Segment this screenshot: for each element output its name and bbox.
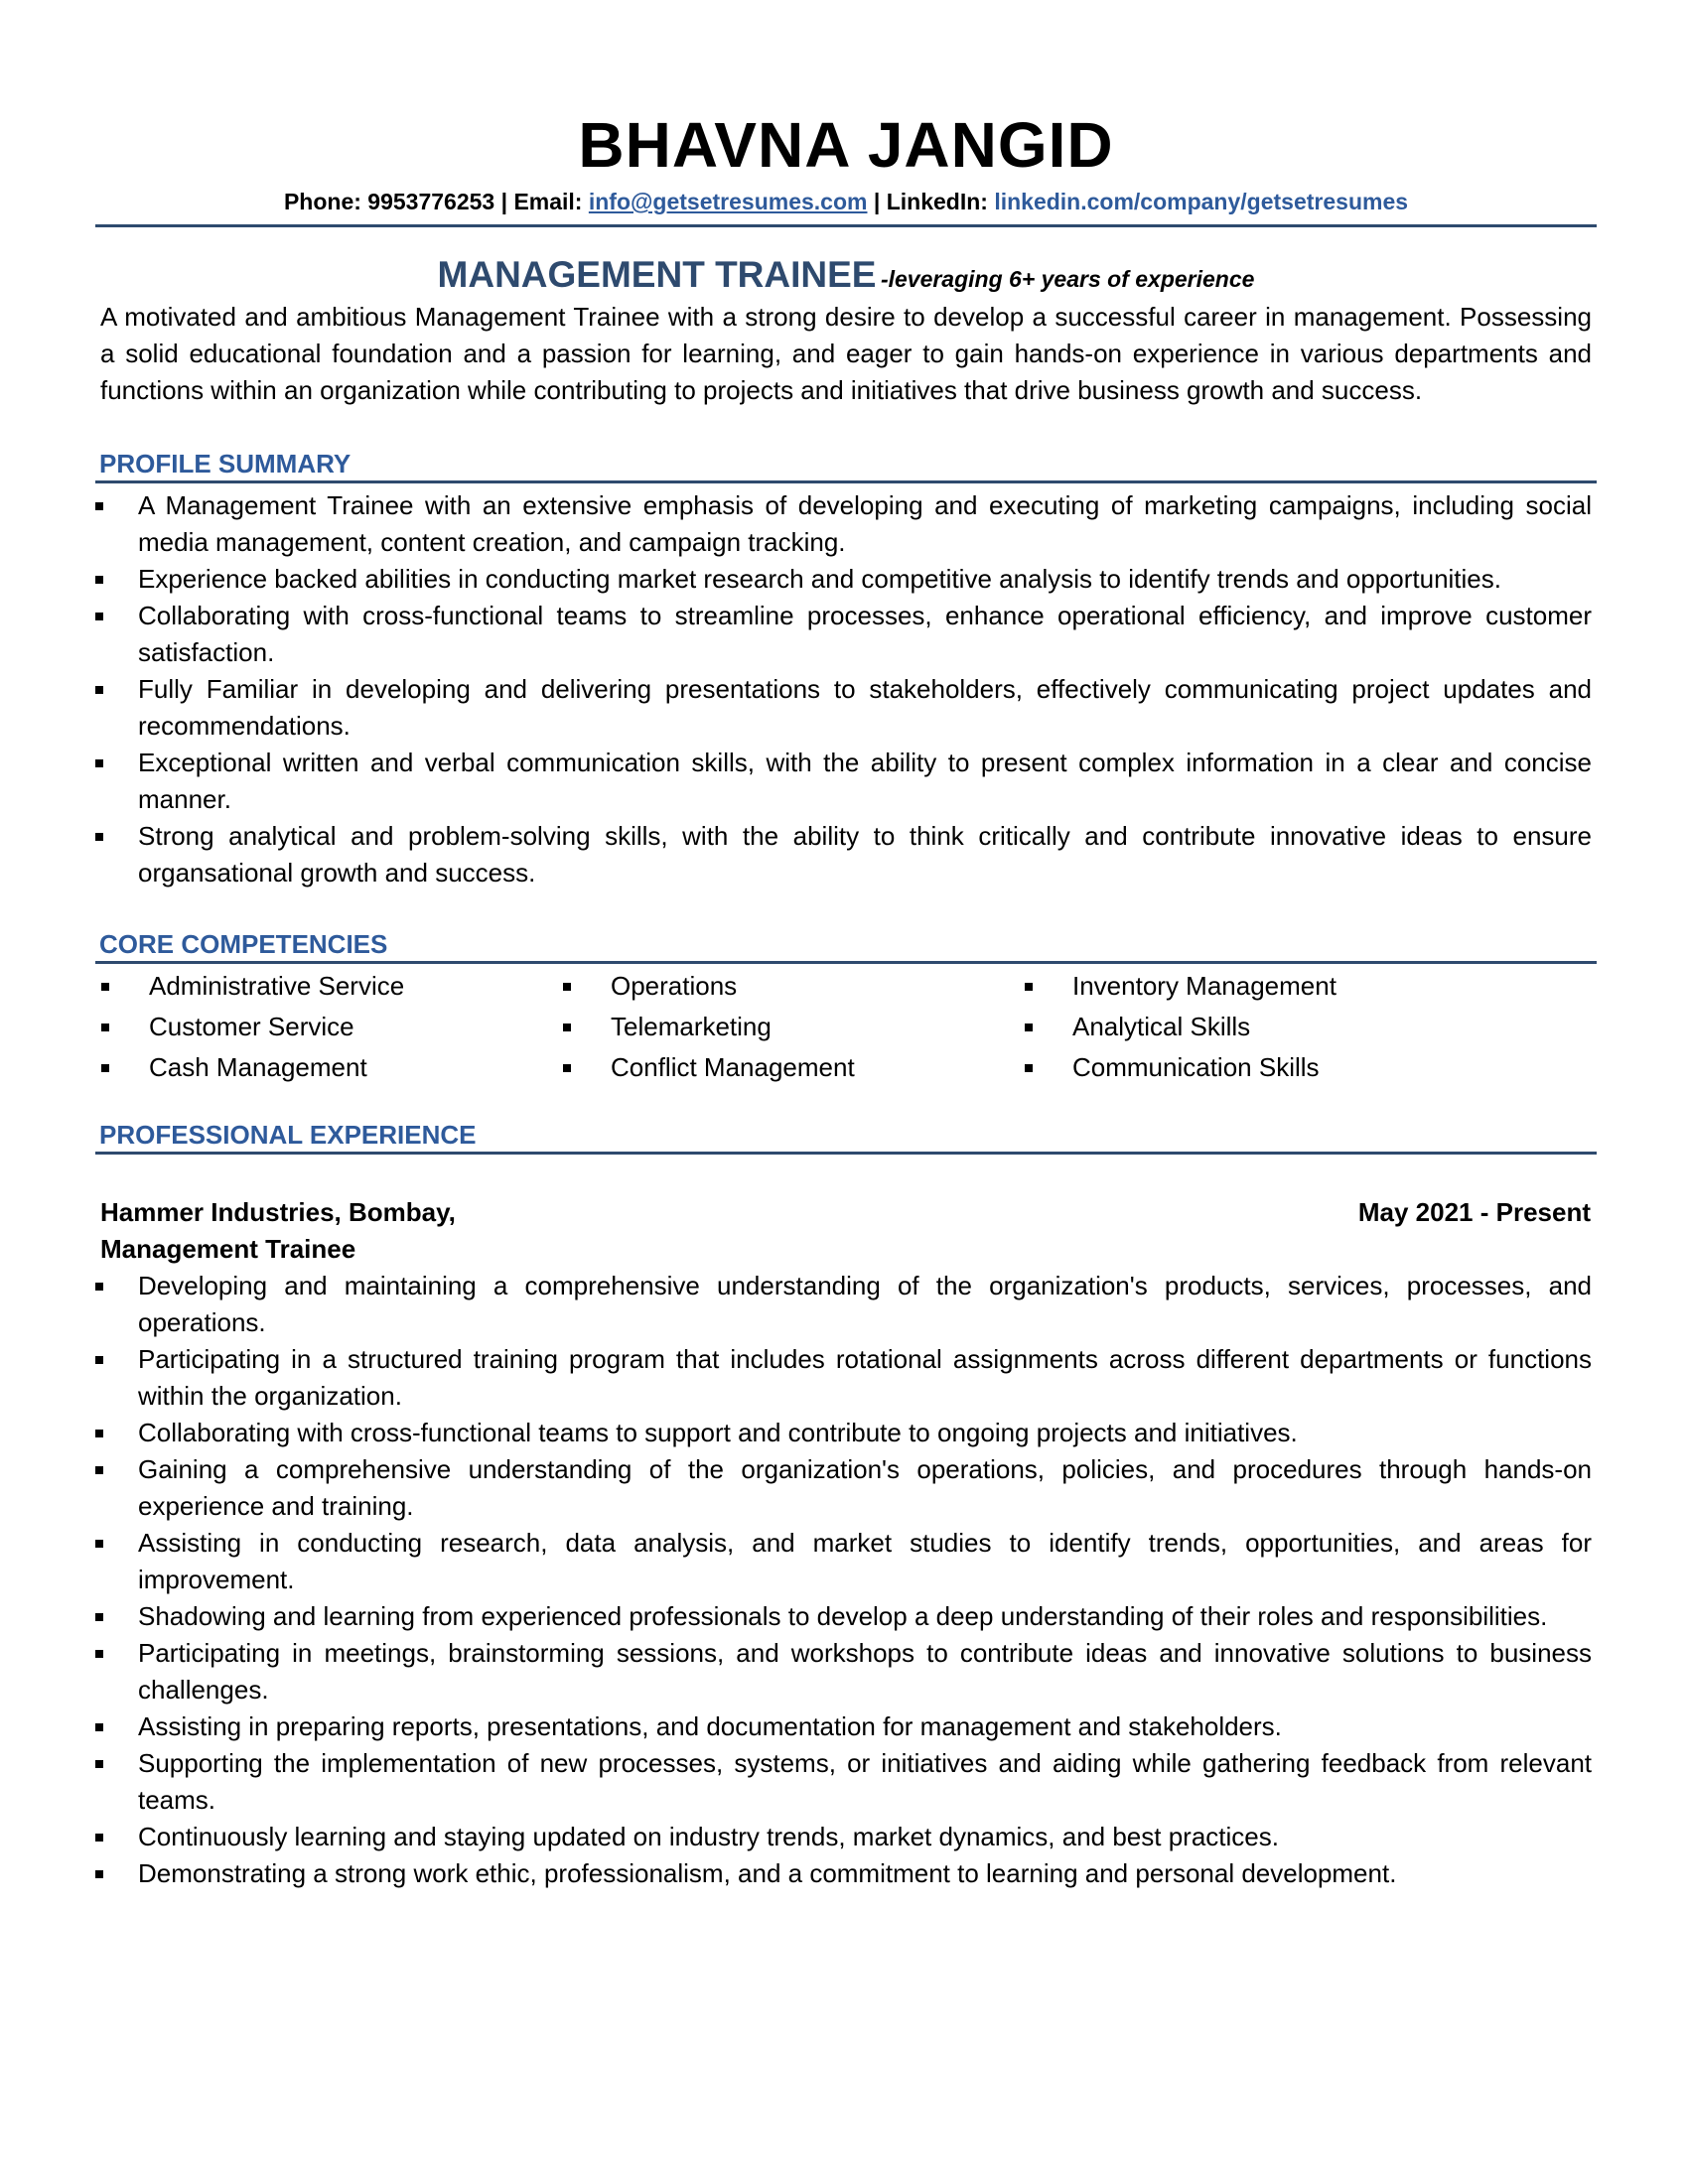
contact-separator: | [873,189,881,214]
list-item: Collaborating with cross-functional teams to support and contribute to ongoing projects and initiatives. [95,1415,1597,1451]
list-item: Shadowing and learning from experienced professionals to develop a deep understanding of their roles and responsibilities. [95,1598,1597,1635]
section-heading-professional-experience: PROFESSIONAL EXPERIENCE [99,1120,477,1150]
bullet-square-icon [95,1430,103,1437]
competency-item: Telemarketing [557,1007,1019,1047]
job-dates: May 2021 - Present [1357,1197,1591,1227]
list-item: Supporting the implementation of new processes, systems, or initiatives and aiding while gathering feedback from relevant teams. [95,1745,1597,1819]
list-item: Participating in a structured training program that includes rotational assignments across different departments or functions within the organization. [95,1341,1597,1415]
list-item: Gaining a comprehensive understanding of the organization's operations, policies, and procedures through hands-on experience and training. [95,1451,1597,1525]
bullet-square-icon [95,759,103,767]
resume-sheet [95,95,1597,1892]
competency-item: Inventory Management [1019,966,1480,1007]
bullet-square-icon [95,1870,103,1878]
section-heading-profile-summary: PROFILE SUMMARY [99,449,352,478]
bullet-square-icon [95,1283,103,1291]
bullet-square-icon [101,1064,109,1072]
job-title: Management Trainee [100,1234,356,1264]
bullet-square-icon [1025,1024,1033,1031]
list-item: A Management Trainee with an extensive emphasis of developing and executing of marketing campaigns, including social media management, content creation, and campaign tracking. [95,487,1597,561]
headline-title: MANAGEMENT TRAINEE [437,254,877,295]
bullet-square-icon [563,1064,571,1072]
list-item: Participating in meetings, brainstorming sessions, and workshops to contribute ideas and innovative solutions to business challenges. [95,1635,1597,1708]
competency-item: Cash Management [95,1047,557,1088]
list-item: Assisting in preparing reports, presentations, and documentation for management and stakeholders. [95,1708,1597,1745]
list-item: Collaborating with cross-functional teams to streamline processes, enhance operational efficiency, and improve customer satisfaction. [95,598,1597,671]
section-divider [95,961,1597,964]
bullet-square-icon [95,576,103,584]
competency-column [557,966,1019,1088]
headline-subtitle: -leveraging 6+ years of experience [880,266,1255,292]
contact-line [95,185,1597,218]
core-competencies-section [95,927,1597,1088]
phone-value: 9953776253 [367,189,495,214]
list-item: Fully Familiar in developing and delivering presentations to stakeholders, effectively communicating project updates and recommendations. [95,671,1597,745]
candidate-name: BHAVNA JANGID [578,109,1114,181]
bullet-square-icon [1025,983,1033,991]
section-divider [95,1152,1597,1155]
list-item: Continuously learning and staying updated on industry trends, market dynamics, and best practices. [95,1819,1597,1855]
bullet-square-icon [101,983,109,991]
competency-item: Operations [557,966,1019,1007]
bullet-square-icon [563,1024,571,1031]
email-label: Email: [513,189,583,214]
phone-label: Phone: [283,189,361,214]
bullet-square-icon [95,1466,103,1474]
summary-paragraph: A motivated and ambitious Management Trainee with a strong desire to develop a successful career in management. Possessing a solid educational foundation and a passion for learning, and eager to gain hands-on experience in various departments and functions within an organization while contributing to projects and initiatives that drive business growth and success. [100,302,1592,405]
profile-summary-list [95,487,1597,891]
bullet-square-icon [95,686,103,694]
bullet-square-icon [95,1760,103,1768]
list-item: Assisting in conducting research, data analysis, and market studies to identify trends, opportunities, and areas for improvement. [95,1525,1597,1598]
section-divider [95,480,1597,483]
competency-column [95,966,557,1088]
list-item: Demonstrating a strong work ethic, professionalism, and a commitment to learning and personal development. [95,1855,1597,1892]
bullet-square-icon [95,1650,103,1658]
bullet-square-icon [563,983,571,991]
job-company: Hammer Industries, Bombay, [100,1197,456,1227]
bullet-square-icon [95,1540,103,1548]
competency-item: Communication Skills [1019,1047,1480,1088]
bullet-square-icon [95,1613,103,1621]
linkedin-link[interactable]: linkedin.com/company/getsetresumes [994,189,1409,214]
list-item: Strong analytical and problem-solving skills, with the ability to think critically and contribute innovative ideas to ensure organsational growth and success. [95,818,1597,891]
bullet-square-icon [95,613,103,620]
bullet-square-icon [95,1834,103,1842]
job-responsibilities-list [95,1268,1597,1892]
job-header [95,1194,1597,1231]
competencies-grid [95,966,1597,1088]
bullet-square-icon [1025,1064,1033,1072]
competency-item: Conflict Management [557,1047,1019,1088]
profile-summary-section [95,447,1597,891]
bullet-square-icon [101,1024,109,1031]
competency-item: Customer Service [95,1007,557,1047]
list-item: Developing and maintaining a comprehensive understanding of the organization's products, services, processes, and operations. [95,1268,1597,1341]
section-heading-core-competencies: CORE COMPETENCIES [99,929,388,959]
email-link[interactable]: info@getsetresumes.com [588,189,868,214]
contact-separator: | [500,189,508,214]
professional-experience-section [95,1118,1597,1892]
competency-item: Analytical Skills [1019,1007,1480,1047]
headline [95,253,1597,297]
list-item: Experience backed abilities in conducting market research and competitive analysis to identify trends and opportunities. [95,561,1597,598]
bullet-square-icon [95,833,103,841]
header-divider [95,224,1597,227]
linkedin-label: LinkedIn: [886,189,988,214]
bullet-square-icon [95,502,103,510]
competency-column [1019,966,1480,1088]
list-item: Exceptional written and verbal communication skills, with the ability to present complex information in a clear and concise manner. [95,745,1597,818]
bullet-square-icon [95,1723,103,1731]
bullet-square-icon [95,1356,103,1364]
competency-item: Administrative Service [95,966,557,1007]
